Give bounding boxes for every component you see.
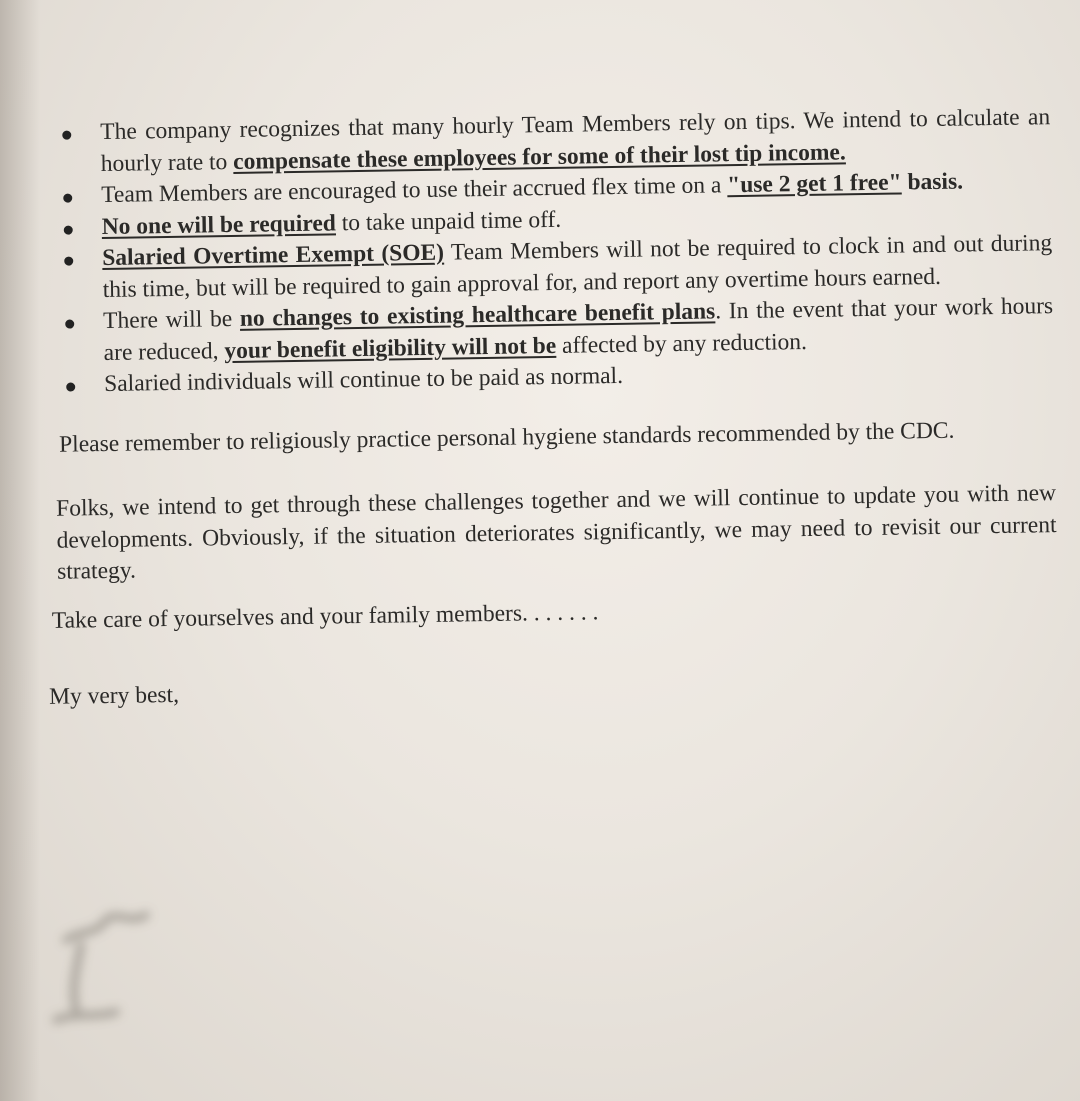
bullet-text-end: Team Members will not be required to clock in and out during this time, but will be required to gain approval for, and report any overtime hours earned. xyxy=(102,230,1053,303)
bullet-text: The company recognizes that many hourly Team Members rely on tips. We intend to calculate an hourly rate to xyxy=(100,104,1051,177)
take-care-line: Take care of yourselves and your family members. . . . . . . xyxy=(51,598,599,634)
blurred-signature-icon xyxy=(36,900,176,1040)
bullet-text: Team Members are encouraged to use their accrued flex time on a xyxy=(101,172,728,209)
bullet-dot-icon xyxy=(66,382,75,391)
bullet-emphasis: no changes to existing healthcare benefit plans xyxy=(239,298,716,332)
bullet-emphasis: "use 2 get 1 free" xyxy=(726,169,902,199)
letter-body xyxy=(40,102,1059,713)
bullet-text: There will be xyxy=(102,305,241,335)
bullet-dot-icon xyxy=(64,225,73,234)
bullet-dot-icon xyxy=(63,194,72,203)
folks-paragraph: Folks, we intend to get through these challenges together and we will continue to update you with new developments. Obviously, if the situation deteriorates significantly, we may need to revisit our current strategy. xyxy=(55,480,1057,585)
bullet-emphasis-2: your benefit eligibility will not be xyxy=(224,332,557,364)
hygiene-paragraph: Please remember to religiously practice personal hygiene standards recommended by the CDC. xyxy=(58,417,955,458)
bullet-emphasis: No one will be required xyxy=(101,209,337,240)
bullet-emphasis: Salaried Overtime Exempt (SOE) xyxy=(102,239,445,272)
bullet-text: Salaried individuals will continue to be paid as normal. xyxy=(103,362,624,398)
closing-salutation: My very best, xyxy=(48,681,180,710)
bullet-text-end: basis. xyxy=(901,168,964,196)
bullet-emphasis: compensate these employees for some of their lost tip income. xyxy=(232,138,846,175)
bullet-text-end: affected by any reduction. xyxy=(555,328,808,359)
bullet-text-mid: . In the event that your work hours are reduced, xyxy=(103,293,1054,366)
bullet-text-end: to take unpaid time off. xyxy=(335,206,562,236)
policy-bullet-list xyxy=(40,102,1054,401)
page-edge-shadow xyxy=(0,0,40,1101)
bullet-dot-icon xyxy=(65,319,74,328)
bullet-dot-icon xyxy=(62,131,71,140)
bullet-dot-icon xyxy=(64,256,73,265)
